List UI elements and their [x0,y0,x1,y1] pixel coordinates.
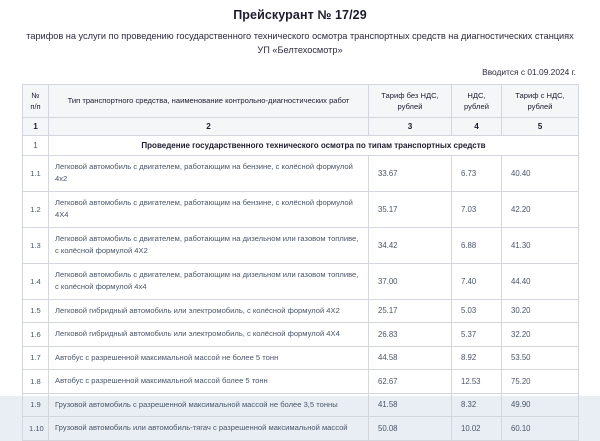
row-net-price: 37.00 [369,263,452,299]
table-row [23,370,579,394]
column-header-gross-price-line2: рублей [527,101,553,111]
table-row [23,417,579,441]
table-row [23,346,579,370]
table-row [23,263,579,299]
table-row [23,227,579,263]
column-number-3: 3 [369,117,452,135]
table-header-row [23,84,579,117]
column-number-5: 5 [502,117,579,135]
row-gross-price: 30.20 [502,299,579,323]
row-net-price: 26.83 [369,323,452,347]
row-gross-price: 42.20 [502,191,579,227]
section-header-row [23,135,579,155]
column-header-net-price [369,84,452,117]
row-vat: 12.53 [452,370,502,394]
row-number: 1.3 [23,227,49,263]
column-header-vat-line2: рублей [464,101,489,111]
row-description: Легковой автомобиль с двигателем, работающим на бензине, с колёсной формулой 4X4 [49,191,369,227]
row-gross-price: 40.40 [502,155,579,191]
table-row [23,299,579,323]
row-gross-price: 41.30 [502,227,579,263]
row-description: Грузовой автомобиль или автомобиль-тягач с разрешенной максимальной массой [49,417,369,441]
row-net-price: 34.42 [369,227,452,263]
row-description: Легковой гибридный автомобиль или электромобиль, с колёсной формулой 4X4 [49,323,369,347]
table-body [23,135,579,440]
column-numbering-row [23,117,579,135]
row-gross-price: 53.50 [502,346,579,370]
row-description: Легковой автомобиль с двигателем, работающим на бензине, с колёсной формулой 4x2 [49,155,369,191]
column-header-number [23,84,49,117]
column-header-net-price-line2: рублей [397,101,423,111]
row-vat: 7.03 [452,191,502,227]
row-number: 1.9 [23,393,49,417]
table-row [23,323,579,347]
row-vat: 8.32 [452,393,502,417]
row-description: Автобус с разрешенной максимальной массой не более 5 тонн [49,346,369,370]
row-net-price: 35.17 [369,191,452,227]
row-description: Легковой автомобиль с двигателем, работающим на дизельном или газовом топливе, с колёсной формулой 4x4 [49,263,369,299]
row-description: Легковой автомобиль с двигателем, работающим на дизельном или газовом топливе, с колёсной формулой 4X2 [49,227,369,263]
page-title: Прейскурант № 17/29 [233,8,367,22]
table-row [23,155,579,191]
row-number: 1.4 [23,263,49,299]
column-header-vat-line1: НДС, [467,90,486,100]
row-number: 1.10 [23,417,49,441]
column-header-number-line1: № [31,90,40,100]
row-gross-price: 49.90 [502,393,579,417]
row-description: Легковой гибридный автомобиль или электромобиль, с колёсной формулой 4X2 [49,299,369,323]
row-vat: 6.88 [452,227,502,263]
effective-date: Вводится с 01.09.2024 г. [482,66,576,77]
row-net-price: 41.58 [369,393,452,417]
column-header-gross-price-line1: Тариф с НДС, [515,90,565,100]
row-net-price: 33.67 [369,155,452,191]
row-gross-price: 75.20 [502,370,579,394]
column-number-1: 1 [23,117,49,135]
column-number-2: 2 [49,117,369,135]
row-vat: 8.92 [452,346,502,370]
column-header-number-line2: п/п [30,101,41,111]
row-number: 1.6 [23,323,49,347]
row-vat: 10.02 [452,417,502,441]
tariff-table [22,84,579,441]
row-description: Грузовой автомобиль с разрешенной максимальной массой не более 3,5 тонны [49,393,369,417]
section-title: Проведение государственного технического осмотра по типам транспортных средств [49,135,579,155]
column-header-description: Тип транспортного средства, наименование контрольно-диагностических работ [49,84,369,117]
row-number: 1.2 [23,191,49,227]
row-vat: 6.73 [452,155,502,191]
row-net-price: 62.67 [369,370,452,394]
table-row [23,393,579,417]
row-net-price: 25.17 [369,299,452,323]
table-row [23,191,579,227]
row-vat: 5.37 [452,323,502,347]
row-number: 1.1 [23,155,49,191]
row-number: 1.7 [23,346,49,370]
column-number-4: 4 [452,117,502,135]
row-net-price: 44.58 [369,346,452,370]
document-subtitle: тарифов на услуги по проведению государственного технического осмотра транспортных средств на диагностических станциях УП «Белтехосмотр» [26,31,574,56]
section-number: 1 [23,135,49,155]
row-vat: 5.03 [452,299,502,323]
row-net-price: 50.08 [369,417,452,441]
column-header-net-price-line1: Тариф без НДС, [381,90,439,100]
column-header-vat [452,84,502,117]
row-description: Автобус с разрешенной максимальной массой более 5 тонн [49,370,369,394]
row-gross-price: 60.10 [502,417,579,441]
column-header-gross-price [502,84,579,117]
row-gross-price: 44.40 [502,263,579,299]
row-number: 1.8 [23,370,49,394]
row-gross-price: 32.20 [502,323,579,347]
row-number: 1.5 [23,299,49,323]
row-vat: 7.40 [452,263,502,299]
table-header [23,84,579,135]
